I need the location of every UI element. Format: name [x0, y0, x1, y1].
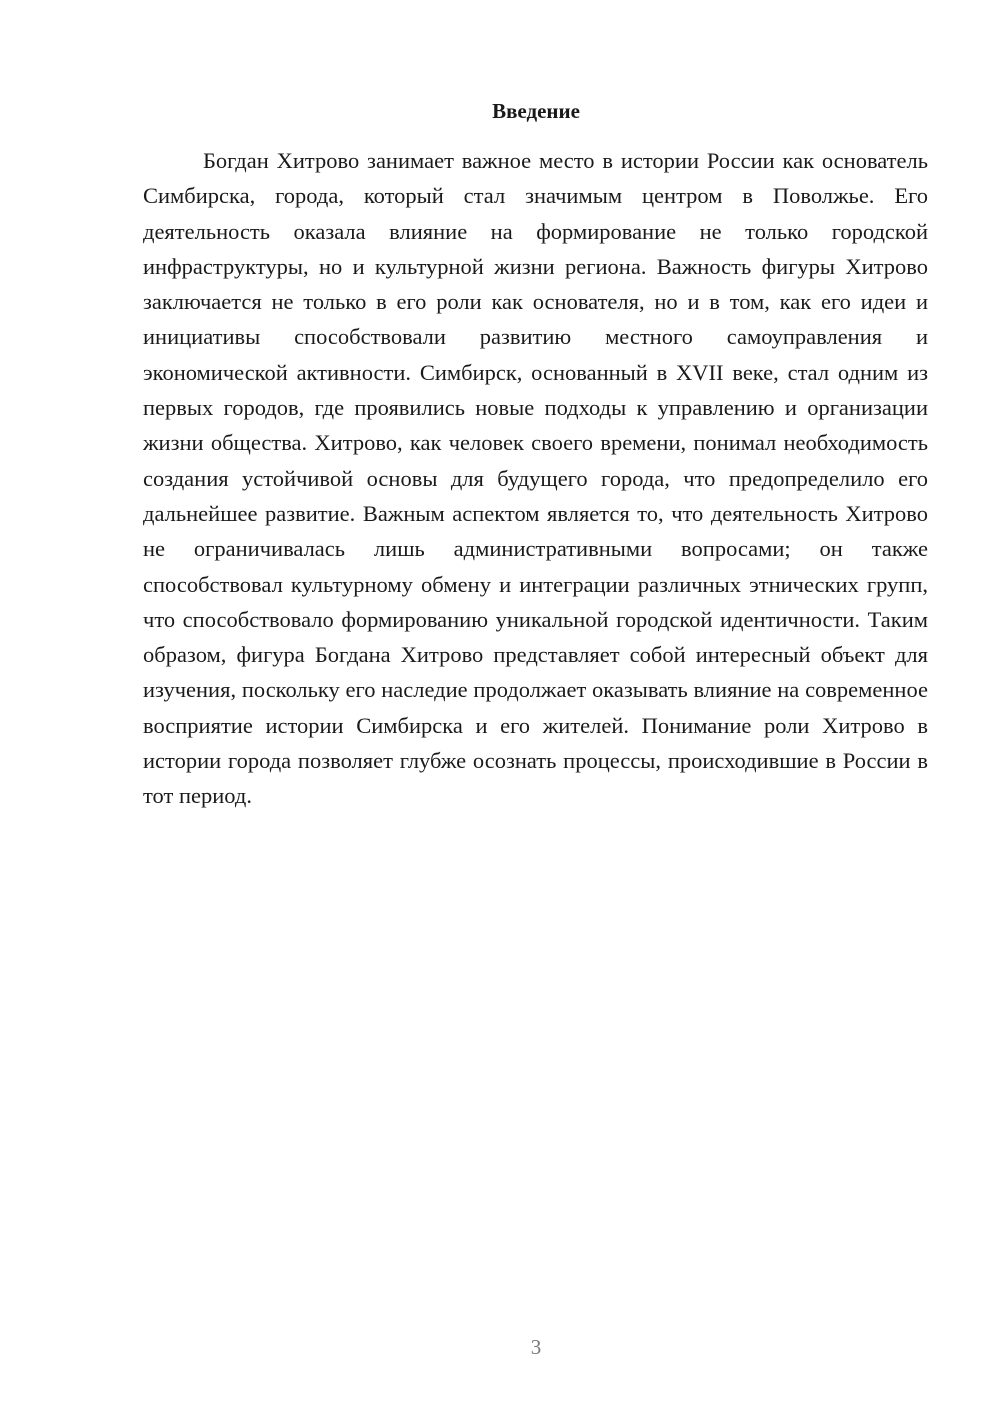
intro-paragraph: Богдан Хитрово занимает важное место в истории России как основатель Симбирска, города, который стал значимым центром в Поволжье. Его деятельность оказала влияние на формирование не только городской инфраструктуры, но и культурной жизни региона. Важность фигуры Хитрово заключается не только в его роли как основателя, но и в том, как его идеи и инициативы способствовали развитию местного самоуправления и экономической активности. Симбирск, основанный в XVII веке, стал одним из первых городов, где проявились новые подходы к управлению и организации жизни общества. Хитрово, как человек своего времени, понимал необходимость создания устойчивой основы для будущего города, что предопределило его дальнейшее развитие. Важным аспектом является то, что деятельность Хитрово не ограничивалась лишь административными вопросами; он также способствовал культурному обмену и интеграции различных этнических групп, что способствовало формированию уникальной городской идентичности. Таким образом, фигура Богдана Хитрово представляет собой интересный объект для изучения, поскольку его наследие продолжает оказывать влияние на современное восприятие истории Симбирска и его жителей. Понимание роли Хитрово в истории города позволяет глубже осознать процессы, происходившие в России в тот период. — [143, 148, 928, 809]
section-title: Введение — [492, 99, 580, 123]
page-number: 3 — [530, 1335, 542, 1359]
